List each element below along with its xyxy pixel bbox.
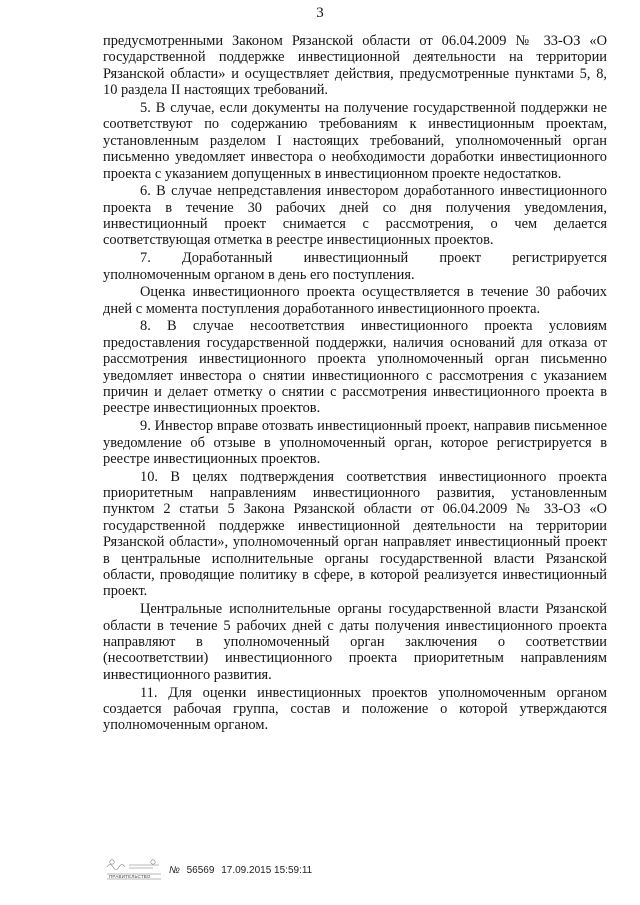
paragraph-item-10-authorities: Центральные исполнительные органы государственной власти Рязанской области в течение 5 рабочих дней с даты получения инвестиционного проекта направляют в уполномоченный орган заключения о соответствии (несоответствии) инвестиционного проекта приоритетным направлениям инвестиционного развития. [103, 601, 607, 683]
paragraph-item-7: 7. Доработанный инвестиционный проект регистрируется уполномоченным органом в день его поступления. [103, 250, 607, 283]
paragraph-item-8: 8. В случае несоответствия инвестиционного проекта условиям предоставления государственной поддержки, наличия оснований для отказа от рассмотрения инвестиционного проекта уполномоченный орган письменно уведомляет инвестора о снятии инвестиционного с рассмотрения с указанием причин и делает отметку о снятии с рассмотрения инвестиционного проекта в реестре инвестиционных проектов. [103, 318, 607, 417]
paragraph-continuation: предусмотренными Законом Рязанской области от 06.04.2009 № 33-ОЗ «О государственной поддержке инвестиционной деятельности на территории Рязанской области» и осуществляет действия, предусмотренные пунктами 5, 8, 10 раздела II настоящих требований. [103, 33, 607, 99]
paragraph-item-5: 5. В случае, если документы на получение государственной поддержки не соответствуют по содержанию требованиям к инвестиционным проектам, установленным разделом I настоящих требований, уполномоченный орган письменно уведомляет инвестора о необходимости доработки инвестиционного проекта с указанием допущенных в инвестиционном проекте недостатков. [103, 99, 607, 182]
registration-stamp-icon [103, 858, 165, 884]
document-number: 56569 [186, 865, 215, 876]
stamp-text: ПРАВИТЕЛЬСТВО [109, 874, 151, 879]
number-sign: № [169, 865, 180, 876]
paragraph-item-10: 10. В целях подтверждения соответствия инвестиционного проекта приоритетным направлениям инвестиционного развития, установленным пунктом 2 статьи 5 Закона Рязанской области от 06.04.2009 № 33-ОЗ «О государственной поддержке инвестиционной деятельности на территории Рязанской области», уполномоченный орган направляет инвестиционный проект в центральные исполнительные органы государственной власти Рязанской области, проводящие политику в сфере, в которой реализуется инвестиционный проект. [103, 468, 607, 600]
paragraph-item-6: 6. В случае непредставления инвестором доработанного инвестиционного проекта в течение 30 рабочих дней со дня получения уведомления, инвестиционный проект снимается с рассмотрения, о чем делается соответствующая отметка в реестре инвестиционных проектов. [103, 183, 607, 249]
document-footer [103, 858, 403, 884]
paragraph-item-9: 9. Инвестор вправе отозвать инвестиционный проект, направив письменное уведомление об отзыве в уполномоченный орган, которое регистрируется в реестре инвестиционных проектов. [103, 418, 607, 467]
registration-line [169, 865, 312, 876]
paragraph-item-11: 11. Для оценки инвестиционных проектов уполномоченным органом создается рабочая группа, состав и положение о которой утверждаются уполномоченным органом. [103, 684, 607, 734]
page-number: 3 [316, 5, 324, 21]
registration-datetime: 17.09.2015 15:59:11 [221, 865, 313, 876]
document-body [103, 33, 607, 734]
paragraph-item-7-assessment: Оценка инвестиционного проекта осуществляется в течение 30 рабочих дней с момента поступления доработанного инвестиционного проекта. [103, 284, 607, 317]
